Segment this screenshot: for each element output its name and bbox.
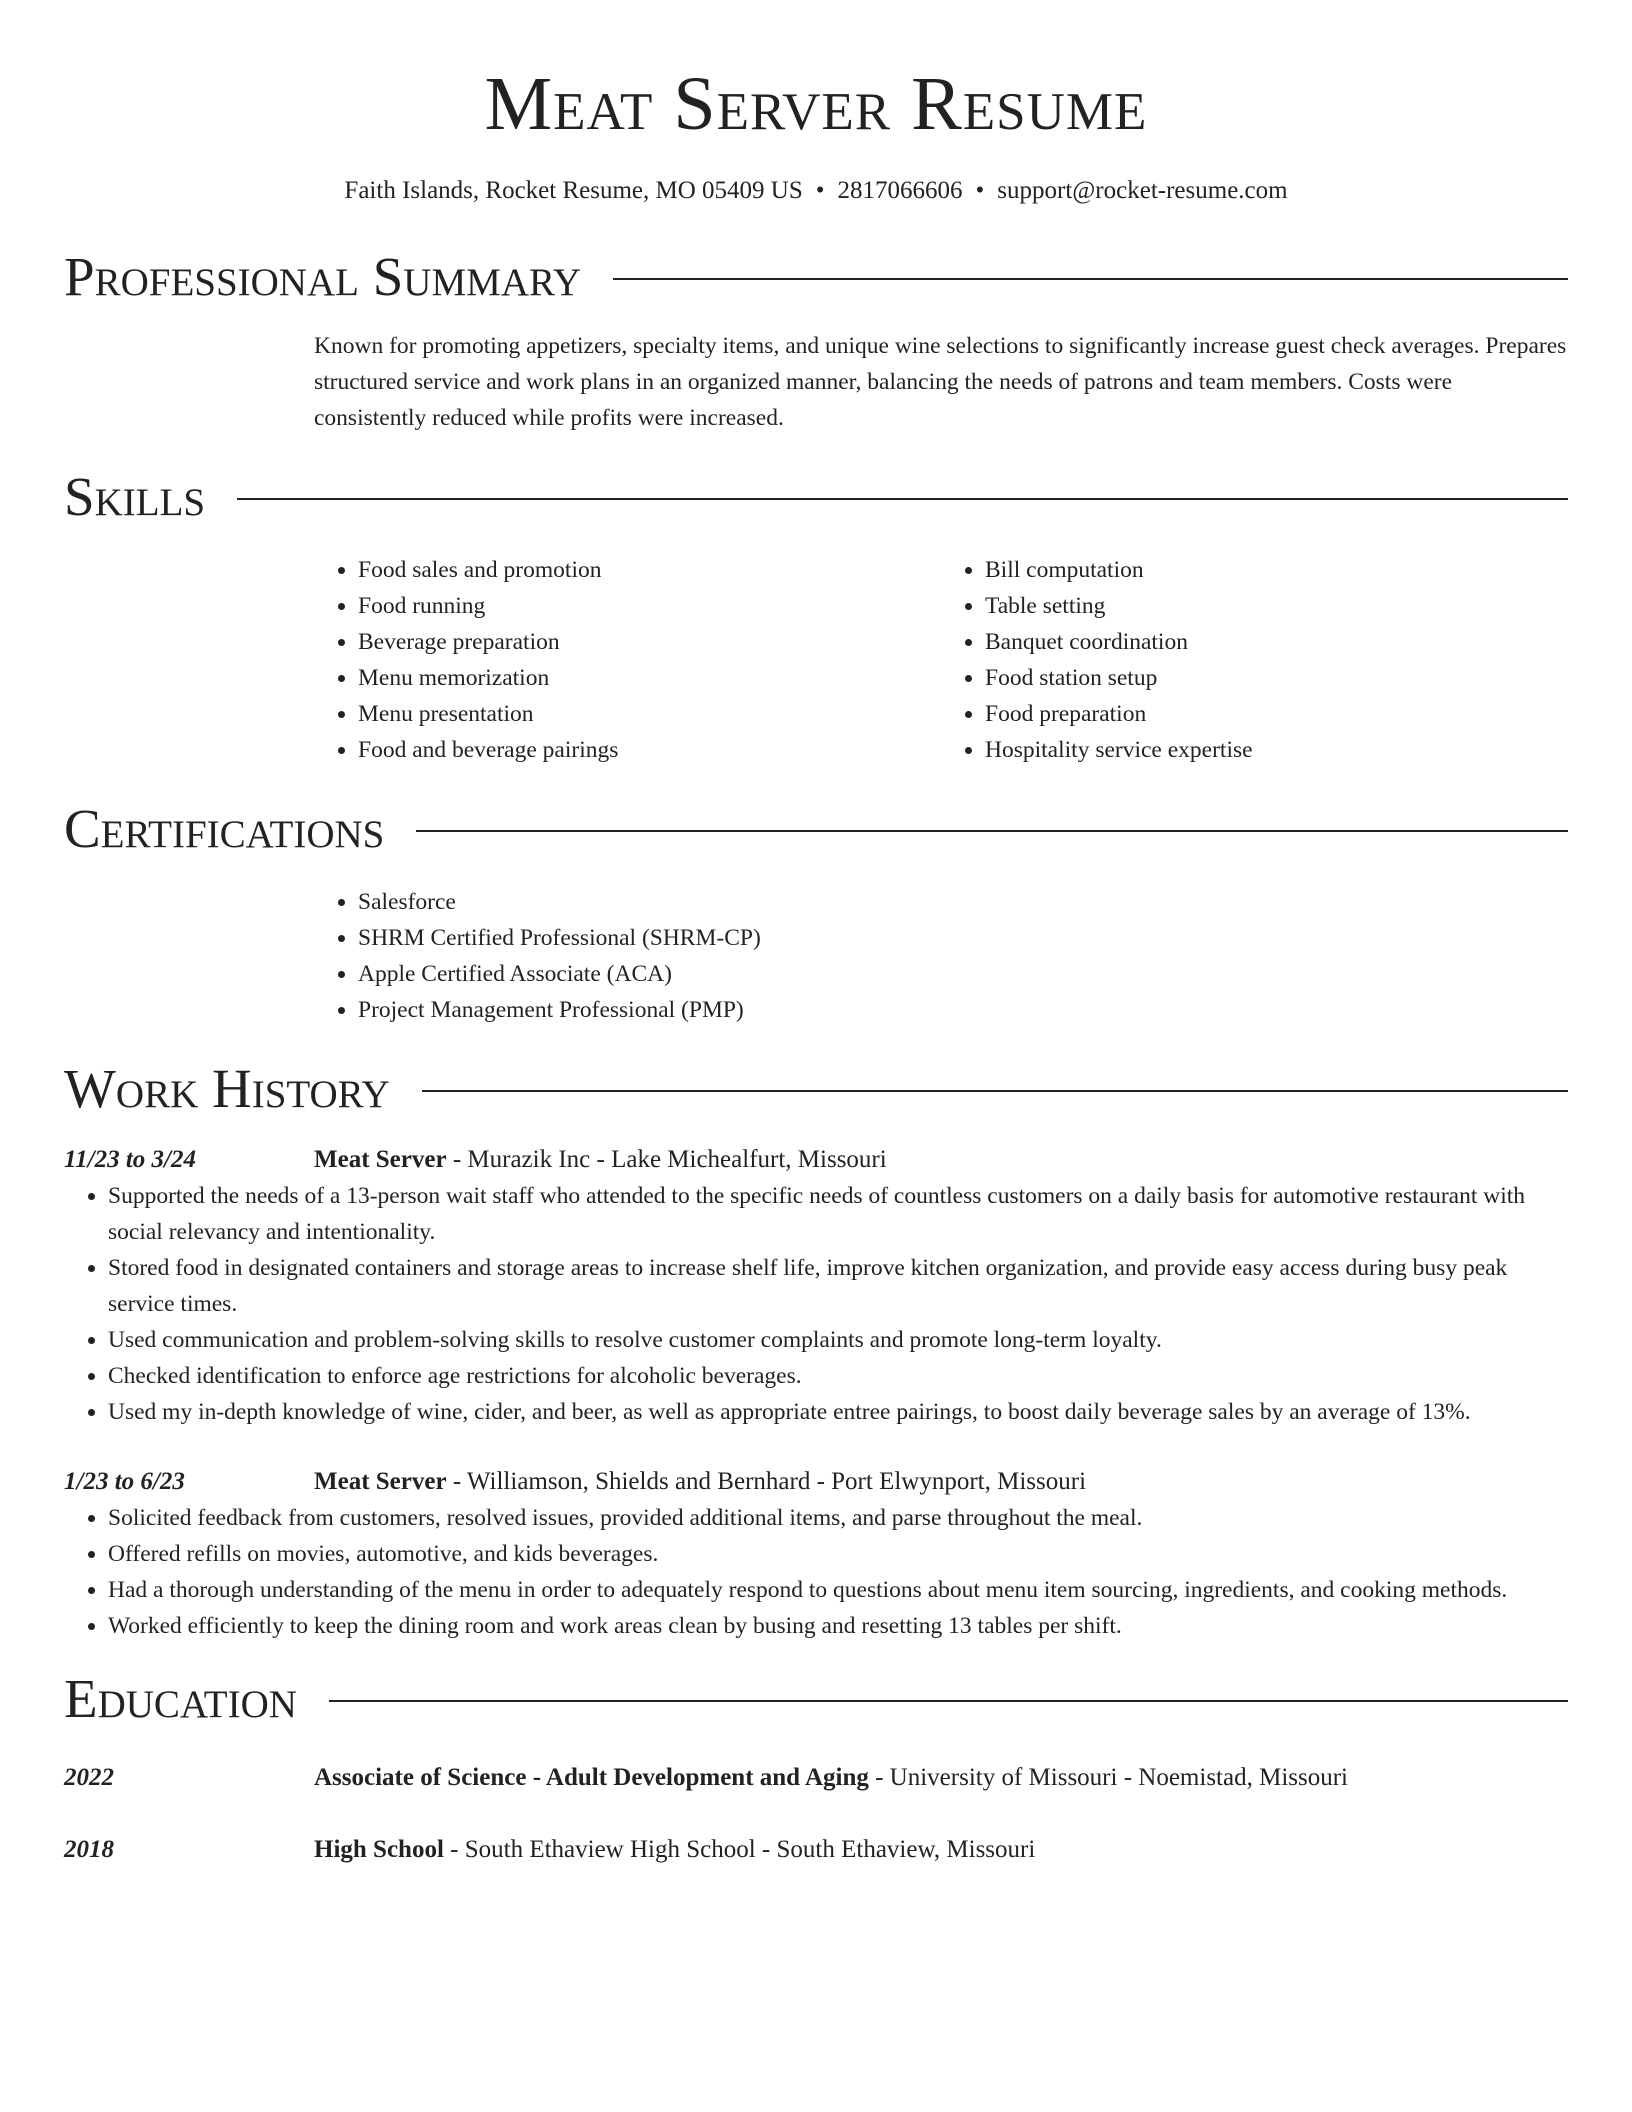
work-heading: Work History: [64, 1058, 390, 1119]
contact-separator: •: [815, 177, 825, 204]
skill-item: • Food sales and promotion: [358, 552, 941, 588]
job-title: Meat Server: [314, 1146, 447, 1173]
education-degree: High School: [314, 1836, 444, 1863]
education-details: - University of Missouri - Noemistad, Missouri: [868, 1764, 1348, 1791]
job-heading-text: [314, 1464, 1086, 1500]
contact-email: support@rocket-resume.com: [997, 177, 1288, 204]
contact-line: [64, 174, 1568, 208]
certifications-bullets: [314, 884, 1568, 1028]
section-divider: [422, 1090, 1568, 1092]
education-degree: Associate of Science - Adult Development and Aging: [314, 1764, 869, 1791]
job-dates: 11/23 to 3/24: [64, 1146, 196, 1173]
certification-item: • Apple Certified Associate (ACA): [358, 956, 1568, 992]
job-details: - Williamson, Shields and Bernhard - Port Elwynport, Missouri: [446, 1468, 1087, 1495]
certification-item: • Salesforce: [358, 884, 1568, 920]
education-text: [314, 1760, 1348, 1796]
certification-item: • Project Management Professional (PMP): [358, 992, 1568, 1028]
job-heading-text: [314, 1142, 887, 1178]
job-bullet: • Stored food in designated containers and storage areas to increase shelf life, improve kitchen organization, and provide easy access during busy peak service times.: [108, 1250, 1568, 1322]
resume-page: [64, 0, 1568, 1868]
skill-item: • Food and beverage pairings: [358, 732, 941, 768]
education-year: 2018: [64, 1836, 114, 1863]
skills-column-right: [941, 552, 1568, 768]
job-details: - Murazik Inc - Lake Michealfurt, Missouri: [446, 1146, 887, 1173]
job-entry: [64, 1142, 1568, 1430]
skills-heading: Skills: [64, 466, 206, 527]
skill-item: • Banquet coordination: [985, 624, 1568, 660]
skill-item: • Bill computation: [985, 552, 1568, 588]
education-heading: Education: [64, 1668, 297, 1729]
skill-item: • Menu memorization: [358, 660, 941, 696]
summary-text: Known for promoting appetizers, specialty items, and unique wine selections to significantly increase guest check averages. Prepares structured service and work plans in an organized manner, balancing the needs of patrons and team members. Costs were consistently reduced while profits were increased.: [314, 333, 1567, 431]
summary-heading: Professional Summary: [64, 246, 582, 307]
job-header: [64, 1464, 1568, 1500]
job-header: [64, 1142, 1568, 1178]
section-divider: [237, 498, 1568, 500]
education-entry: [64, 1832, 1568, 1868]
job-bullet: • Used communication and problem-solving skills to resolve customer complaints and promote long-term loyalty.: [108, 1322, 1568, 1358]
contact-phone: 2817066606: [837, 177, 963, 204]
resume-title: Meat Server Resume: [484, 62, 1148, 146]
skills-heading-row: [64, 462, 1568, 532]
section-divider: [613, 278, 1568, 280]
section-divider: [416, 830, 1568, 832]
skills-list: [314, 552, 1568, 768]
education-details: - South Ethaview High School - South Ethaview, Missouri: [443, 1836, 1036, 1863]
job-bullet: • Worked efficiently to keep the dining room and work areas clean by busing and resetting 13 tables per shift.: [108, 1608, 1568, 1644]
job-bullets: [64, 1178, 1568, 1430]
work-heading-row: [64, 1054, 1568, 1124]
summary-heading-row: [64, 242, 1568, 312]
skill-item: • Menu presentation: [358, 696, 941, 732]
contact-address: Faith Islands, Rocket Resume, MO 05409 US: [344, 177, 803, 204]
section-divider: [329, 1700, 1568, 1702]
skill-item: • Food preparation: [985, 696, 1568, 732]
skill-item: • Beverage preparation: [358, 624, 941, 660]
education-text: [314, 1832, 1035, 1868]
certification-item: • SHRM Certified Professional (SHRM-CP): [358, 920, 1568, 956]
job-dates: 1/23 to 6/23: [64, 1468, 185, 1495]
skills-column-left: [314, 552, 941, 768]
certifications-heading: Certifications: [64, 798, 385, 859]
job-title: Meat Server: [314, 1468, 447, 1495]
job-bullet: • Checked identification to enforce age restrictions for alcoholic beverages.: [108, 1358, 1568, 1394]
job-bullets: [64, 1500, 1568, 1644]
education-heading-row: [64, 1664, 1568, 1734]
job-bullet: • Had a thorough understanding of the menu in order to adequately respond to questions about menu item sourcing, ingredients, and cooking methods.: [108, 1572, 1568, 1608]
job-bullet: • Solicited feedback from customers, resolved issues, provided additional items, and parse throughout the meal.: [108, 1500, 1568, 1536]
skill-item: • Food running: [358, 588, 941, 624]
job-bullet: • Offered refills on movies, automotive, and kids beverages.: [108, 1536, 1568, 1572]
skill-item: • Food station setup: [985, 660, 1568, 696]
skill-item: • Table setting: [985, 588, 1568, 624]
education-year: 2022: [64, 1764, 114, 1791]
certifications-list: [314, 884, 1568, 1028]
contact-separator: •: [975, 177, 985, 204]
skill-item: • Hospitality service expertise: [985, 732, 1568, 768]
job-bullet: • Used my in-depth knowledge of wine, cider, and beer, as well as appropriate entree pairings, to boost daily beverage sales by an average of 13%.: [108, 1394, 1568, 1430]
job-entry: [64, 1464, 1568, 1644]
job-bullet: • Supported the needs of a 13-person wait staff who attended to the specific needs of countless customers on a daily basis for automotive restaurant with social relevancy and intentionality.: [108, 1178, 1568, 1250]
certifications-heading-row: [64, 794, 1568, 864]
education-entry: [64, 1760, 1568, 1796]
